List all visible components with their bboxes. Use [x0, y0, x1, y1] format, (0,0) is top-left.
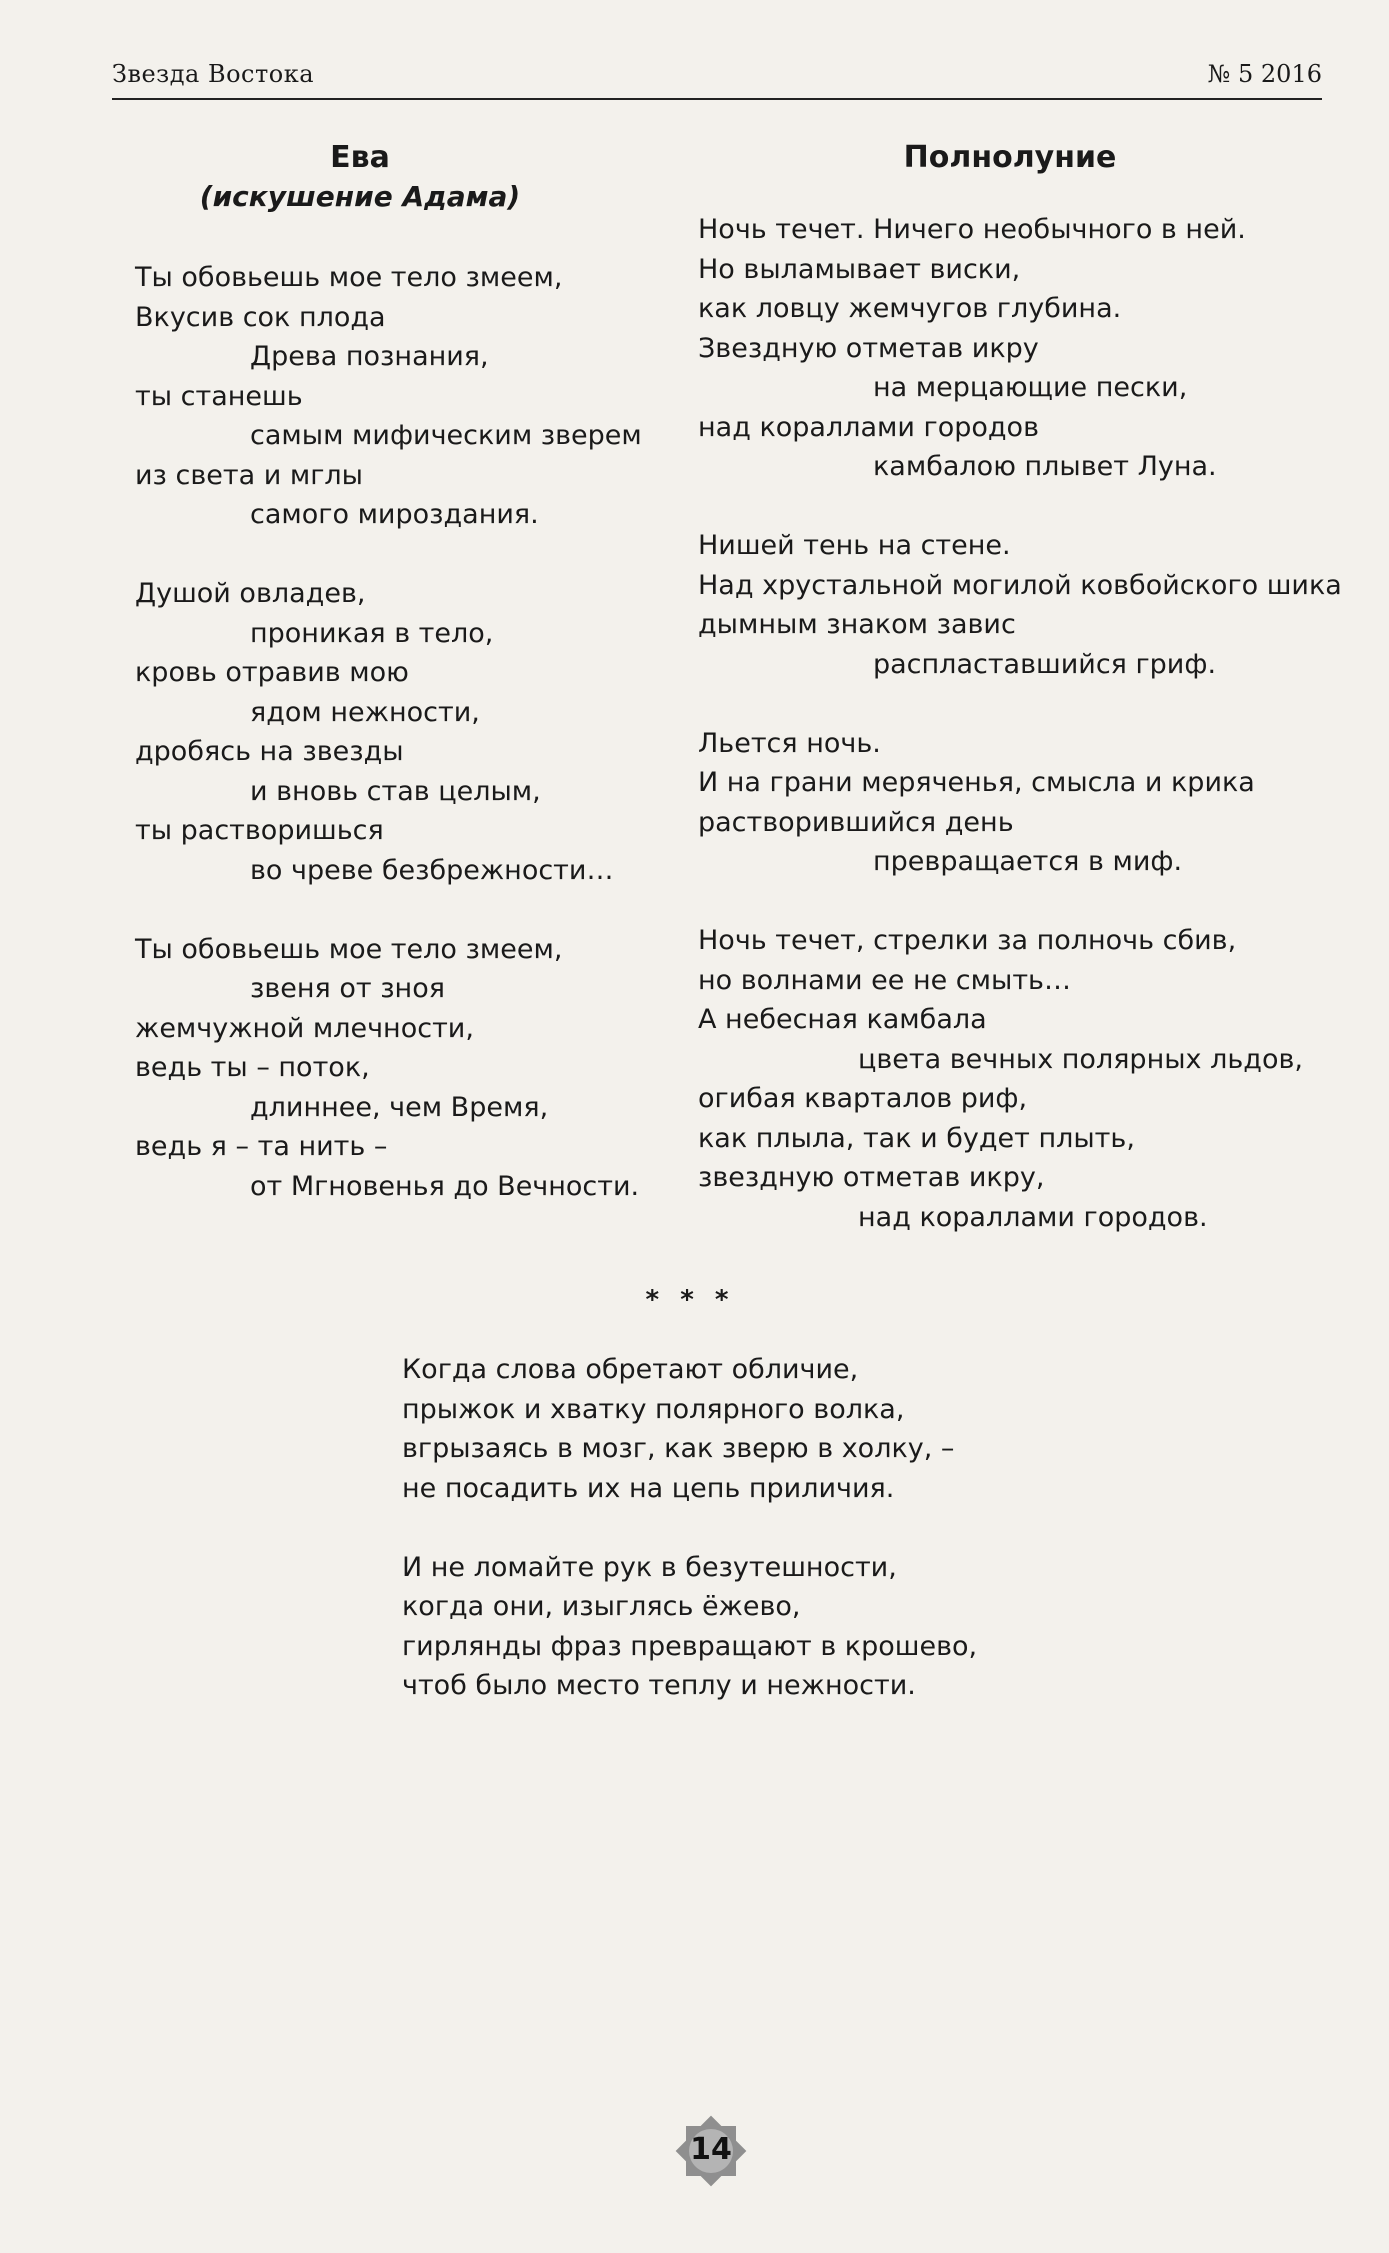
- poem-line: дымным знаком завис: [698, 609, 1016, 640]
- poem-line: ты станешь: [135, 380, 303, 412]
- poem-line: над кораллами городов.: [858, 1201, 1208, 1233]
- section-separator: * * *: [645, 1285, 735, 1315]
- poem-line: звеня от зноя: [250, 973, 445, 1004]
- stanza-break: [402, 1508, 1102, 1548]
- poem-line: Вкусив сок плода: [135, 301, 386, 333]
- poem-line: из света и мглы: [135, 459, 363, 491]
- poem-line: Над хрустальной могилой ковбойского шика: [698, 569, 1342, 601]
- poem-line: камбалою плывет Луна.: [873, 451, 1217, 482]
- poem-line: Но выламывает виски,: [698, 253, 1021, 285]
- poem-line: ядом нежности,: [250, 696, 480, 728]
- poem-line: проникая в тело,: [250, 617, 494, 649]
- stanza-break: [698, 487, 1338, 527]
- poem-line: как плыла, так и будет плыть,: [698, 1122, 1135, 1154]
- poem-line: гирлянды фраз превращают в крошево,: [402, 1630, 978, 1662]
- poem-line: чтоб было место теплу и нежности.: [402, 1670, 916, 1701]
- poem-line: Льется ночь.: [698, 727, 881, 759]
- poem-line: кровь отравив мою: [135, 657, 409, 688]
- poem-line: длиннее, чем Время,: [250, 1091, 549, 1123]
- poem-line: над кораллами городов: [698, 411, 1039, 443]
- poem-line: Ты обовьешь мое тело змеем,: [135, 262, 563, 293]
- poem-line: дробясь на звезды: [135, 736, 404, 767]
- poem-line: самым мифическим зверем: [250, 420, 642, 451]
- poem-line: когда они, изыглясь ёжево,: [402, 1591, 801, 1622]
- poem-line: цвета вечных полярных льдов,: [858, 1043, 1303, 1075]
- poem-line: на мерцающие пески,: [873, 372, 1188, 403]
- poem-line: огибая кварталов риф,: [698, 1083, 1028, 1114]
- issue-number: № 5 2016: [1207, 60, 1322, 88]
- poem-line: Нишей тень на стене.: [698, 530, 1011, 561]
- poem-line: ведь я – та нить –: [135, 1131, 388, 1162]
- poem-subtitle-left: (искушение Адама): [199, 180, 521, 213]
- poem-line: Когда слова обретают обличие,: [402, 1354, 859, 1385]
- poem-line: Древа познания,: [250, 341, 489, 372]
- poem-line: А небесная камбала: [698, 1004, 987, 1035]
- page-number-ornament: [670, 2110, 752, 2192]
- poem-left: [135, 258, 695, 1206]
- stanza-break: [135, 890, 695, 930]
- poem-line: ты растворишься: [135, 815, 384, 846]
- poem-line: как ловцу жемчугов глубина.: [698, 293, 1122, 324]
- stanza-break: [698, 684, 1338, 724]
- poem-title-right: Полнолуние: [903, 140, 1117, 175]
- poem-line: от Мгновенья до Вечности.: [250, 1170, 640, 1202]
- poem-line: во чреве безбрежности…: [250, 854, 614, 886]
- poem-line: жемчужной млечности,: [135, 1012, 474, 1044]
- poem-line: распластавшийся гриф.: [873, 648, 1217, 680]
- poem-title-left: Ева: [330, 140, 390, 175]
- poem-line: прыжок и хватку полярного волка,: [402, 1393, 905, 1425]
- poem-line: Звездную отметав икру: [698, 332, 1039, 364]
- magazine-name: Звезда Востока: [112, 60, 315, 88]
- poem-line: но волнами ее не смыть…: [698, 964, 1071, 996]
- poem-line: Душой овладев,: [135, 578, 366, 609]
- running-header: [112, 58, 1322, 100]
- poem-line: Ты обовьешь мое тело змеем,: [135, 933, 563, 965]
- poem-line: И на грани меряченья, смысла и крика: [698, 767, 1255, 798]
- poem-line: растворившийся день: [698, 806, 1014, 838]
- poem-line: Ночь течет. Ничего необычного в ней.: [698, 214, 1246, 245]
- poem-line: самого мироздания.: [250, 499, 539, 530]
- poem-line: Ночь течет, стрелки за полночь сбив,: [698, 925, 1237, 956]
- stanza-break: [698, 882, 1338, 922]
- page-number: 14: [690, 2132, 732, 2167]
- poem-bottom: [402, 1350, 1102, 1706]
- poem-line: звездную отметав икру,: [698, 1162, 1045, 1193]
- poem-line: ведь ты – поток,: [135, 1052, 370, 1083]
- poem-line: вгрызаясь в мозг, как зверю в холку, –: [402, 1433, 955, 1464]
- poem-line: не посадить их на цепь приличия.: [402, 1472, 895, 1504]
- poem-line: и вновь став целым,: [250, 775, 541, 807]
- poem-line: превращается в миф.: [873, 846, 1183, 877]
- stanza-break: [135, 535, 695, 575]
- poem-line: И не ломайте рук в безутешности,: [402, 1551, 897, 1583]
- poem-right: [698, 210, 1342, 1237]
